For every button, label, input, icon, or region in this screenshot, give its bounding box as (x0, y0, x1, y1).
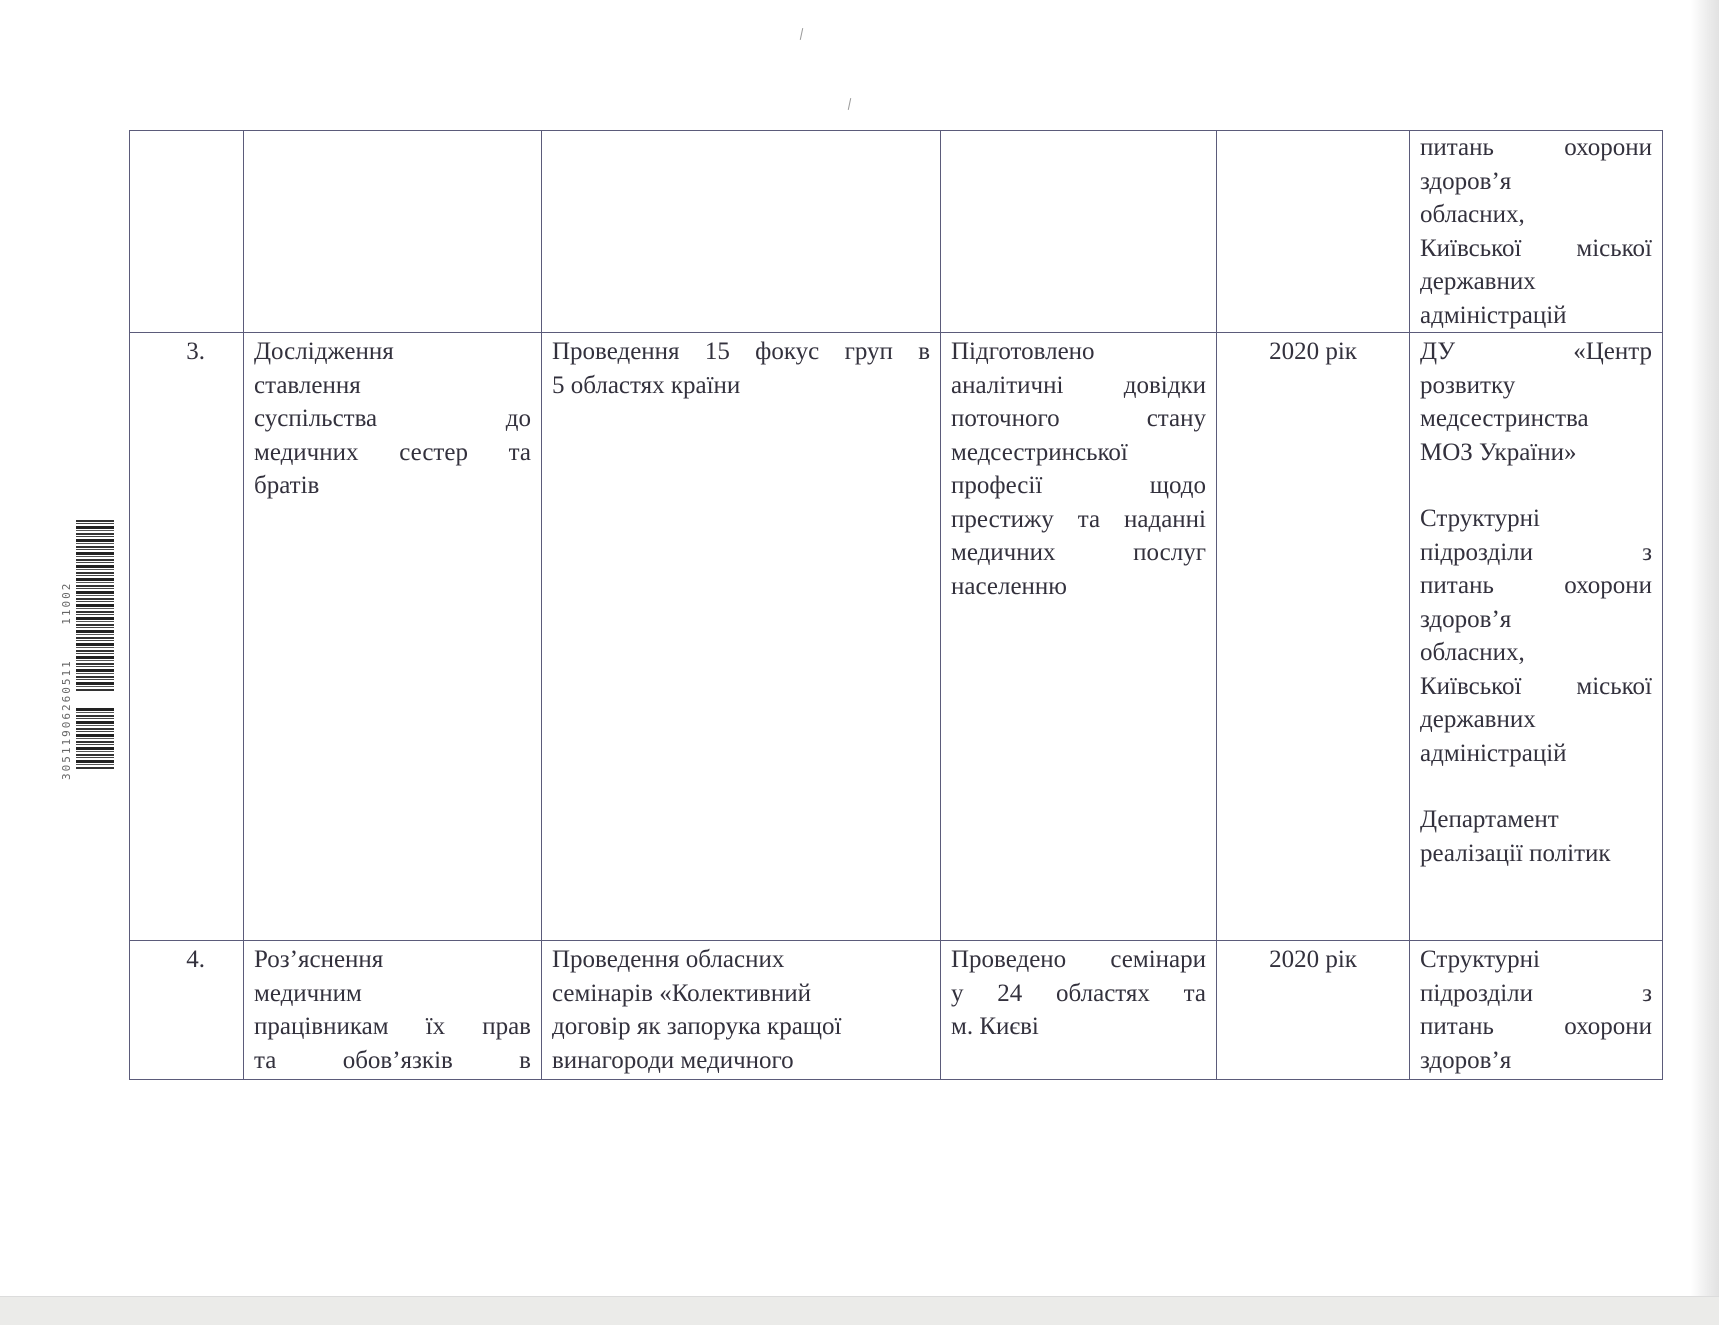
text-line: Роз’яснення (254, 946, 384, 973)
cell-term: 2020 рік (1217, 941, 1410, 1080)
text-line: здоров’я (1420, 605, 1512, 633)
text-line: Проведено семінари (951, 946, 1206, 973)
text-line: медичним (254, 979, 362, 1007)
text-line: професії щодо (951, 472, 1206, 499)
barcode (60, 510, 120, 780)
cell-activity (542, 333, 941, 941)
text-line: Структурні (1420, 505, 1540, 532)
text-line: винагороди медичного (552, 1046, 794, 1074)
text-line: МОЗ України» (1420, 438, 1577, 466)
text-line: ДУ «Центр (1420, 338, 1652, 365)
text-line: Київської міської (1420, 234, 1652, 262)
barcode-digits: 30511906260511 11002 (60, 581, 73, 780)
cell-responsible (1410, 941, 1663, 1080)
text-line: 5 областях країни (552, 371, 741, 399)
text-line: м. Києві (951, 1013, 1039, 1040)
table-row (130, 333, 1663, 941)
text-line: підрозділи з (1420, 979, 1652, 1007)
text-line: державних (1420, 268, 1536, 295)
text-line: адміністрацій (1420, 301, 1567, 329)
text-line: Проведення обласних (552, 946, 785, 973)
text-line: та обов’язків в (254, 1046, 531, 1074)
text-line: Київської міської (1420, 672, 1652, 700)
responsible-entry (1420, 943, 1652, 1077)
action-plan-table (129, 130, 1663, 1080)
text-line: престижу та наданні (951, 505, 1206, 533)
text-line: Структурні (1420, 946, 1540, 973)
cell-result (941, 131, 1217, 333)
text-line: працівникам їх прав (254, 1013, 531, 1040)
scan-speck (800, 28, 803, 40)
text-line: Підготовлено (951, 338, 1095, 365)
scan-bottom-strip (0, 1296, 1719, 1325)
scan-edge-shadow (1691, 0, 1719, 1325)
text-line: суспільства до (254, 405, 531, 432)
text-line: підрозділи з (1420, 538, 1652, 566)
text-line: медсестринської (951, 438, 1128, 466)
cell-task (244, 333, 542, 941)
barcode-bars (76, 520, 114, 770)
responsible-entry (1420, 502, 1652, 770)
text-line: ставлення (254, 371, 361, 399)
text-line: поточного стану (951, 405, 1206, 432)
text-line: договір як запорука кращої (552, 1013, 842, 1040)
text-line: державних (1420, 706, 1536, 733)
cell-number: 4. (130, 941, 244, 1080)
text-line: населенню (951, 572, 1067, 600)
cell-task (244, 131, 542, 333)
text-line: обласних, (1420, 639, 1525, 666)
cell-number: 3. (130, 333, 244, 941)
cell-activity (542, 131, 941, 333)
text-line: обласних, (1420, 201, 1525, 228)
text-line: реалізації політик (1420, 839, 1611, 867)
text-line: здоров’я (1420, 1046, 1512, 1074)
text-line: медичних сестер та (254, 438, 531, 466)
cell-result (941, 333, 1217, 941)
cell-result (941, 941, 1217, 1080)
text-line: у 24 областях та (951, 979, 1206, 1007)
scan-speck (848, 98, 851, 110)
cell-responsible (1410, 333, 1663, 941)
text-line: здоров’я (1420, 167, 1512, 195)
cell-number (130, 131, 244, 333)
text-line: Проведення 15 фокус груп в (552, 338, 930, 365)
text-line: питань охорони (1420, 572, 1652, 599)
text-line: семінарів «Колективний (552, 979, 811, 1007)
text-line: медичних послуг (951, 539, 1206, 566)
cell-term: 2020 рік (1217, 333, 1410, 941)
text-line: питань охорони (1420, 1013, 1652, 1040)
responsible-entry (1420, 335, 1652, 469)
cell-task (244, 941, 542, 1080)
cell-activity (542, 941, 941, 1080)
text-line: питань охорони (1420, 134, 1652, 161)
responsible-entry (1420, 803, 1652, 870)
text-line: медсестринства (1420, 405, 1589, 432)
table-row (130, 131, 1663, 333)
text-line: аналітичні довідки (951, 371, 1206, 399)
text-line: адміністрацій (1420, 739, 1567, 767)
cell-term (1217, 131, 1410, 333)
cell-responsible (1410, 131, 1663, 333)
text-line: братів (254, 472, 320, 499)
text-line: Дослідження (254, 338, 394, 365)
text-line: Департамент (1420, 806, 1559, 833)
text-line: розвитку (1420, 371, 1516, 399)
table-row (130, 941, 1663, 1080)
